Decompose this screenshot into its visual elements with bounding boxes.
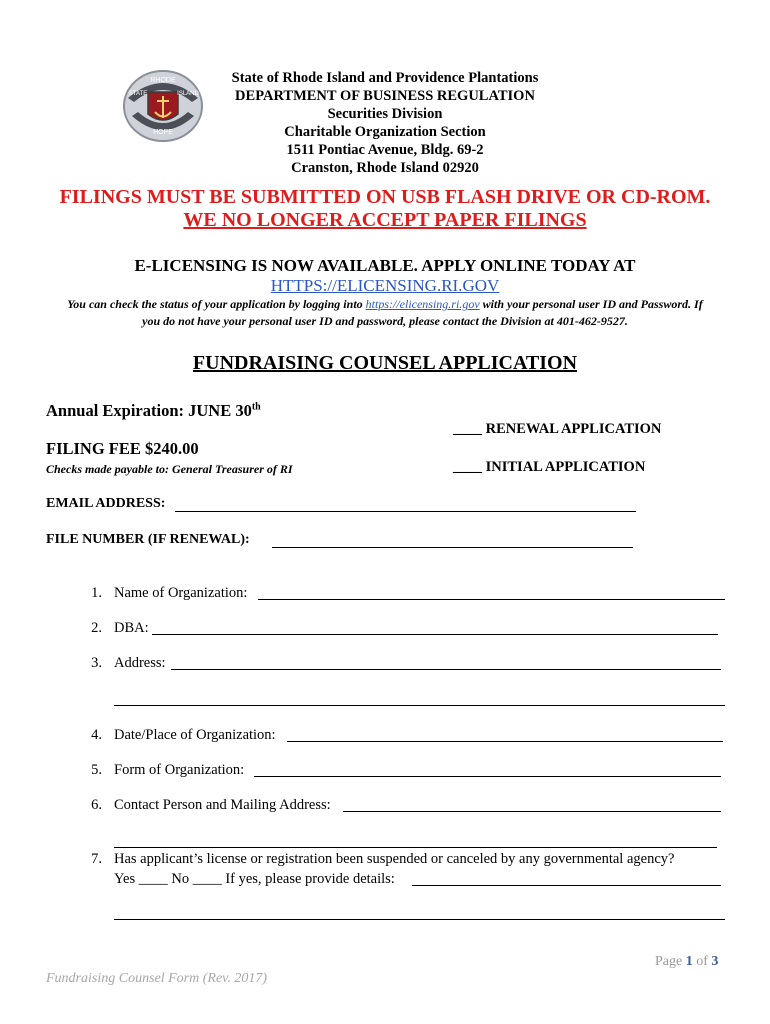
annual-expiration [46,401,261,421]
address-field-line2[interactable] [114,705,725,706]
item-number: 1. [91,585,102,601]
header-division-line: Securities Division [327,106,443,122]
item-number: 2. [91,620,102,636]
yes-no-details-label: Yes ____ No ____ If yes, please provide details: [114,871,395,887]
item-label: Name of Organization: [114,585,248,601]
initial-application-option[interactable]: ____ INITIAL APPLICATION [453,459,646,475]
expiration-label: Annual Expiration: JUNE 30 [46,401,252,420]
note-text-part1: You can check the status of your application by logging into [67,297,366,311]
agency-header [0,69,770,177]
header-section-line: Charitable Organization Section [284,124,486,140]
item-label: Date/Place of Organization: [114,727,276,743]
form-title: FUNDRAISING COUNSEL APPLICATION [192,352,578,374]
page-current: 1 [685,954,693,969]
item-number: 4. [91,727,102,743]
filing-warning-line1: FILINGS MUST BE SUBMITTED ON USB FLASH DRIVE OR CD-ROM. [59,186,711,208]
item-label: DBA: [114,620,149,636]
svg-text:ISLAND: ISLAND [177,91,199,97]
filing-warning-line2: WE NO LONGER ACCEPT PAPER FILINGS [183,209,587,231]
elicensing-url-link[interactable]: HTTPS://ELICENSING.RI.GOV [270,276,500,295]
svg-text:HOPE: HOPE [153,129,173,136]
date-place-field[interactable] [287,741,723,742]
details-field-line2[interactable] [114,919,725,920]
item-question: Has applicant’s license or registration been suspended or canceled by any governmental agency? [114,851,675,867]
dba-field[interactable] [152,634,718,635]
header-city-line: Cranston, Rhode Island 02920 [291,160,479,176]
item-label: Form of Organization: [114,762,245,778]
page-prefix: Page [655,954,686,969]
renewal-application-option[interactable]: ____ RENEWAL APPLICATION [453,421,662,437]
expiration-sup: th [251,401,261,413]
item-label: Contact Person and Mailing Address: [114,797,331,813]
item-label: Address: [114,655,166,671]
elicensing-heading: E-LICENSING IS NOW AVAILABLE. APPLY ONLINE TODAY AT [134,256,636,275]
form-of-organization-field[interactable] [254,776,721,777]
details-field[interactable] [412,885,721,886]
header-department-line: DEPARTMENT OF BUSINESS REGULATION [235,88,535,104]
item-number: 7. [91,851,102,867]
name-of-organization-field[interactable] [258,599,725,600]
note-text-part2: with your personal user ID and Password. If [479,297,703,311]
file-number-field[interactable] [272,547,633,548]
file-number-label: FILE NUMBER (IF RENEWAL): [46,532,250,547]
page-total: 3 [711,954,719,969]
address-field[interactable] [171,669,721,670]
email-address-label: EMAIL ADDRESS: [46,496,166,511]
note-elicensing-link[interactable]: https://elicensing.ri.gov [365,297,480,311]
contact-person-field[interactable] [343,811,721,812]
svg-text:RHODE: RHODE [150,77,176,84]
item-number: 5. [91,762,102,778]
item-number: 6. [91,797,102,813]
page-of: of [692,954,712,969]
checks-payable-note: Checks made payable to: General Treasurer of RI [46,462,293,476]
page-number [655,954,718,970]
filing-fee: FILING FEE $240.00 [46,439,199,458]
header-state-line: State of Rhode Island and Providence Plantations [231,70,539,86]
header-street-line: 1511 Pontiac Avenue, Bldg. 69-2 [286,142,484,158]
email-address-field[interactable] [175,511,636,512]
item-number: 3. [91,655,102,671]
contact-person-field-line2[interactable] [114,847,717,848]
elicensing-note [40,296,730,330]
form-footer: Fundraising Counsel Form (Rev. 2017) [46,971,267,986]
note-text-line2: you do not have your personal user ID and password, please contact the Division at 401-462-9527. [142,314,628,328]
svg-text:STATE: STATE [128,91,148,97]
